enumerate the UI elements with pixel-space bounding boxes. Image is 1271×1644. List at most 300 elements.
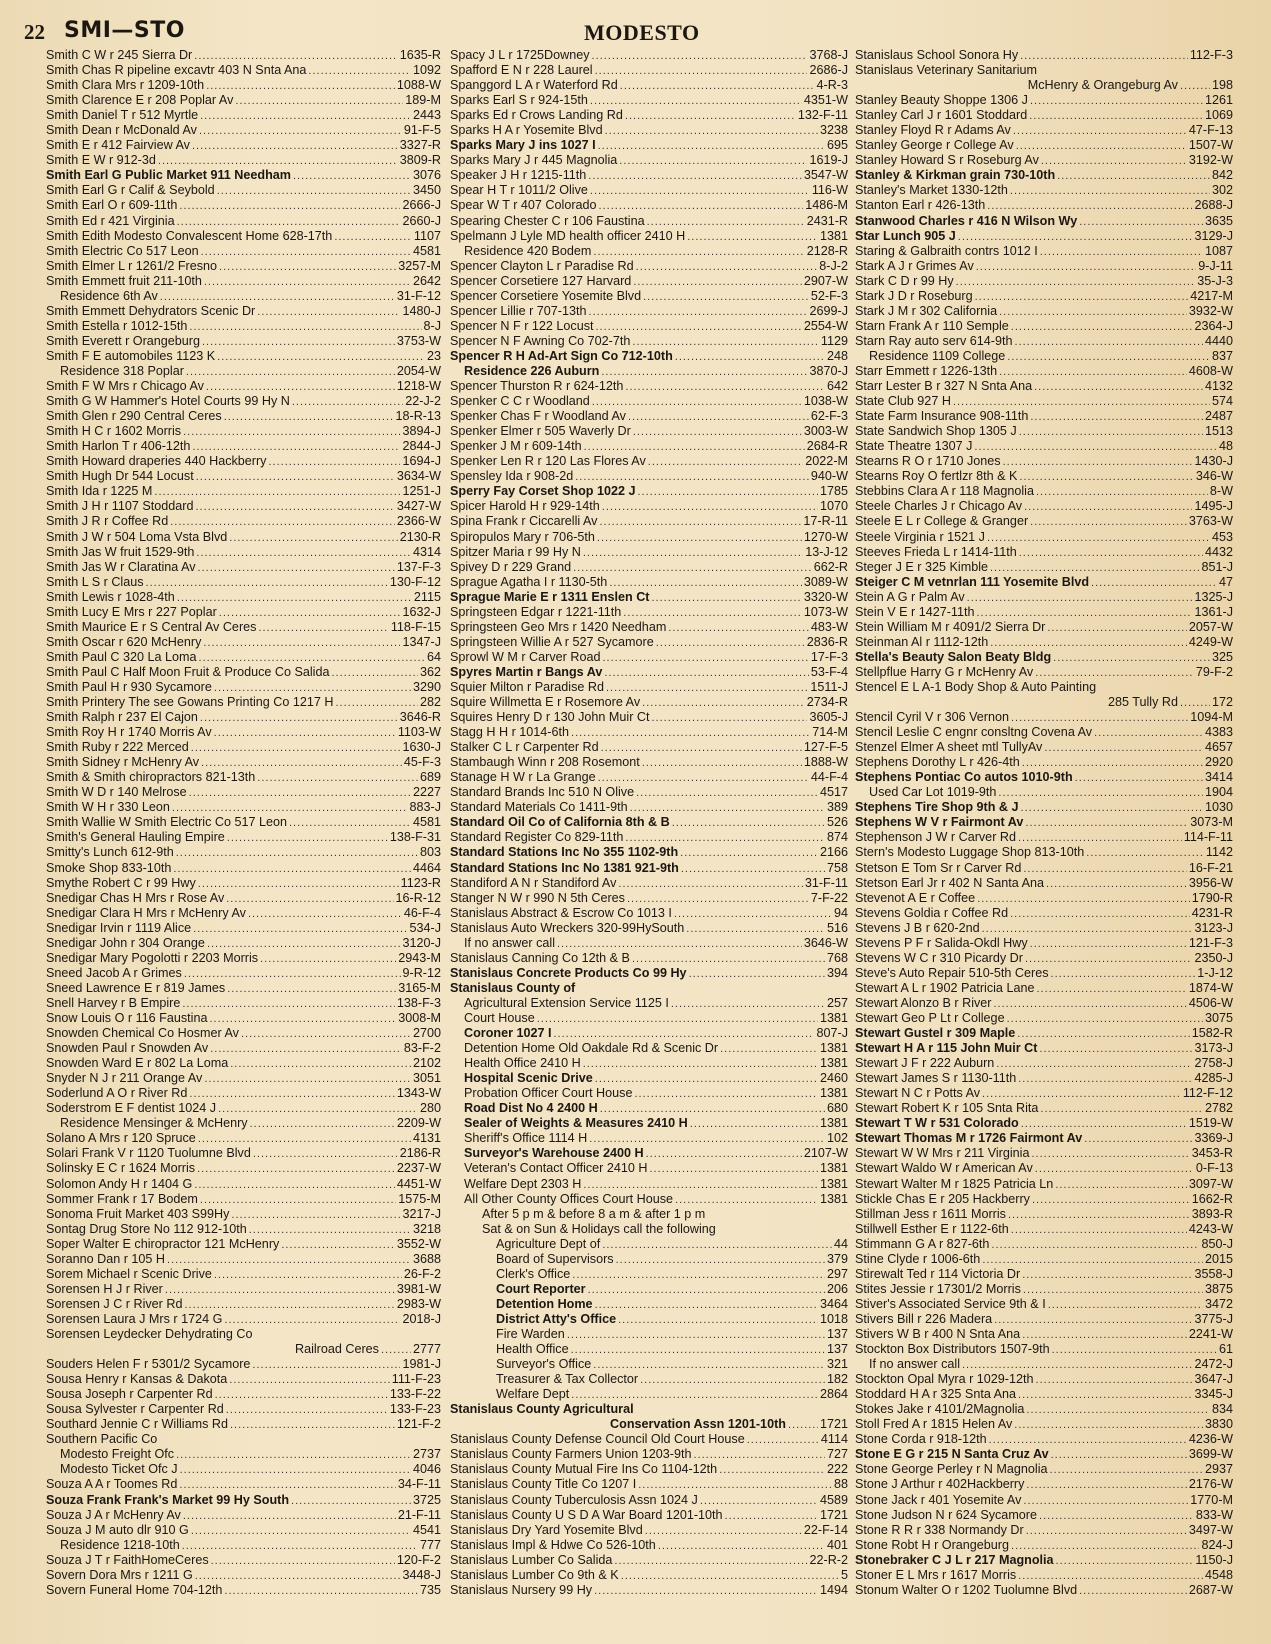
dot-leader — [1011, 1223, 1187, 1237]
listing-phone-number: 680 — [826, 1101, 848, 1116]
listing-phone-number: 44-F-4 — [810, 770, 848, 785]
listing-name: Spencer Corsetiere 127 Harvard — [450, 273, 632, 288]
listing-phone-number: 1107 — [413, 228, 441, 243]
listing-entry — [855, 1086, 1233, 1101]
listing-phone-number: 114-F-11 — [1183, 830, 1233, 845]
dot-leader — [224, 410, 394, 424]
dot-leader — [198, 1132, 411, 1146]
listing-phone-number: 2130-R — [399, 529, 441, 544]
dot-leader — [996, 1057, 1192, 1071]
listing-name: Snedigar Clara H Mrs r McHenry Av — [46, 905, 246, 920]
listing-name: Smith Paul C 320 La Loma — [46, 649, 197, 664]
listing-name: Stanley Howard S r Roseburg Av — [855, 153, 1039, 168]
listing-name: Court Reporter — [496, 1281, 586, 1296]
listing-phone-number: 111-F-23 — [391, 1372, 441, 1387]
listing-name: Treasurer & Tax Collector — [496, 1372, 639, 1387]
listing-entry — [855, 966, 1233, 981]
listing-phone-number: 8-J-2 — [819, 258, 848, 273]
listing-phone-number: 1018 — [819, 1311, 848, 1326]
listing-phone-number: 31-F-11 — [804, 875, 848, 890]
listing-name: Spanggord L A r Waterford Rd — [450, 78, 618, 93]
listing-phone-number: 834 — [1211, 1402, 1233, 1417]
dot-leader — [647, 215, 805, 229]
listing-phone-number: 1874-W — [1188, 980, 1233, 995]
listing-entry — [46, 710, 441, 725]
listing-name: Sorensen Laura J Mrs r 1724 G — [46, 1311, 223, 1326]
listing-entry — [855, 1101, 1233, 1116]
listing-entry — [450, 304, 848, 319]
listing-entry — [450, 891, 848, 906]
dot-leader — [172, 801, 408, 815]
listing-name: Stone Robt H r Orangeburg — [855, 1537, 1010, 1552]
listing-phone-number: 2937 — [1204, 1462, 1233, 1477]
dot-leader — [1003, 455, 1193, 469]
listing-phone-number: 3448-J — [402, 1567, 441, 1582]
dot-leader — [590, 184, 810, 198]
listing-phone-number: 642 — [826, 379, 848, 394]
dot-leader — [1026, 1524, 1187, 1538]
listing-name: Board of Supervisors — [496, 1251, 614, 1266]
dot-leader — [1040, 245, 1203, 259]
listing-entry — [855, 319, 1233, 334]
listing-name: Spenker C C r Woodland — [450, 394, 590, 409]
listing-entry — [855, 830, 1233, 845]
listing-entry — [46, 635, 441, 650]
listing-name: Spina Frank r Ciccarelli Av — [450, 514, 598, 529]
dot-leader — [182, 1539, 418, 1553]
dot-leader — [195, 1569, 401, 1583]
listing-phone-number: 2844-J — [402, 439, 441, 454]
listing-entry — [450, 695, 848, 710]
listing-name: Snowden Ward E r 802 La Loma — [46, 1056, 229, 1071]
listing-name: Standard Brands Inc 510 N Olive — [450, 785, 635, 800]
listing-phone-number: 3699-W — [1188, 1447, 1233, 1462]
listing-entry — [855, 1357, 1233, 1372]
listing-entry — [855, 229, 1233, 244]
listing-name: Steve's Auto Repair 510-5th Ceres — [855, 965, 1049, 980]
listing-entry — [855, 1327, 1233, 1342]
dot-leader — [719, 1463, 825, 1477]
listing-entry — [450, 1553, 848, 1568]
listing-entry — [855, 1432, 1233, 1447]
listing-entry — [450, 214, 848, 229]
listing-phone-number: 23 — [426, 348, 441, 363]
dot-leader — [633, 275, 802, 289]
listing-name: Stiver's Associated Service 9th & I — [855, 1296, 1046, 1311]
listing-entry — [855, 1523, 1233, 1538]
listing-entry — [450, 78, 848, 93]
listing-entry — [46, 1432, 441, 1447]
listing-phone-number: 2920 — [1204, 755, 1233, 770]
listing-name: Modesto Freight Ofc — [60, 1447, 175, 1462]
listing-name: Stalker C L r Carpenter Rd — [450, 740, 599, 755]
listing-name: Stellpflue Harry G r McHenry Av — [855, 664, 1034, 679]
listing-phone-number: 2057-W — [1188, 619, 1233, 634]
listing-name: Stein A G r Palm Av — [855, 589, 965, 604]
listing-entry — [46, 1583, 441, 1598]
listing-entry — [855, 1312, 1233, 1327]
dot-leader — [999, 305, 1187, 319]
listing-entry — [450, 469, 848, 484]
dot-leader — [999, 365, 1187, 379]
listing-entry — [46, 214, 441, 229]
listing-entry — [46, 289, 441, 304]
listing-name: Residence 1218-10th — [60, 1537, 180, 1552]
listing-phone-number: 4236-W — [1188, 1432, 1233, 1447]
listing-phone-number: 1142 — [1205, 845, 1233, 860]
dot-leader — [1023, 862, 1187, 876]
listing-name: Springsteen Geo Mrs r 1420 Needham — [450, 619, 667, 634]
listing-name: Stanislaus County Farmers Union 1203-9th — [450, 1447, 692, 1462]
dot-leader — [589, 305, 808, 319]
listing-phone-number: 4589 — [819, 1492, 848, 1507]
listing-entry — [855, 334, 1233, 349]
dot-leader — [656, 636, 805, 650]
listing-entry — [46, 725, 441, 740]
listing-entry — [450, 650, 848, 665]
listing-name: Smith Jas W r Claratina Av — [46, 559, 196, 574]
listing-entry — [46, 815, 441, 830]
dot-leader — [956, 275, 1196, 289]
dot-leader — [184, 967, 401, 981]
listing-entry — [855, 800, 1233, 815]
dot-leader — [1018, 1569, 1203, 1583]
listing-name: Snow Louis O r 116 Faustina — [46, 1011, 208, 1025]
listing-phone-number: 133-F-23 — [389, 1402, 441, 1417]
dot-leader — [646, 1147, 802, 1161]
listing-name: Steinman Al r 1112-12th — [855, 634, 989, 649]
dot-leader — [690, 1117, 818, 1131]
listing-name: Smith Wallie W Smith Electric Co 517 Leon — [46, 815, 287, 830]
listing-name: Sprague Agatha I r 1130-5th — [450, 574, 608, 589]
listing-name: Springsteen Edgar r 1221-11th — [450, 604, 622, 619]
listing-phone-number: 1486-M — [805, 198, 848, 213]
listing-entry — [450, 1267, 848, 1282]
dot-leader — [967, 591, 1193, 605]
dot-leader — [218, 1102, 418, 1116]
listing-name: Residence Mensinger & McHenry — [60, 1116, 248, 1131]
listing-name: Stockton Opal Myra r 1029-12th — [855, 1372, 1034, 1387]
listing-name: District Atty's Office — [496, 1311, 617, 1326]
dot-leader — [229, 1373, 389, 1387]
listing-entry — [46, 1447, 441, 1462]
listing-name: Stagg H H r 1014-6th — [450, 725, 570, 740]
dot-leader — [231, 1208, 400, 1222]
listing-phone-number: 1092 — [412, 63, 441, 78]
listing-name: Residence 1109 College — [869, 348, 1006, 363]
listing-name: Stivers Bill r 226 Madera — [855, 1311, 993, 1326]
listing-entry — [855, 996, 1233, 1011]
listing-name: Smith F W Mrs r Chicago Av — [46, 379, 204, 394]
listing-name: Court House — [464, 1011, 535, 1025]
listing-phone-number: 1662-R — [1191, 1191, 1233, 1206]
listing-entry — [855, 63, 1233, 78]
listing-name: Railroad Ceres — [294, 1342, 379, 1357]
listing-name: Stetson E Tom Sr r Carver Rd — [855, 860, 1022, 875]
dot-leader — [627, 892, 809, 906]
listing-phone-number: 118-F-15 — [390, 619, 441, 634]
listing-entry — [855, 845, 1233, 860]
dot-leader — [183, 425, 400, 439]
listing-name: Stevens W C r 310 Picardy Dr — [855, 950, 1023, 965]
listing-entry — [450, 906, 848, 921]
listing-phone-number: 1261 — [1204, 93, 1233, 108]
listing-entry — [855, 183, 1233, 198]
listing-name: Spenker Len R r 120 Las Flores Av — [450, 454, 646, 469]
listing-entry — [46, 364, 441, 379]
dot-leader — [227, 831, 388, 845]
listing-phone-number: 837 — [1211, 348, 1233, 363]
listing-column-2 — [450, 48, 848, 1598]
listing-name: Sorensen H J r River — [46, 1281, 163, 1296]
listing-entry — [855, 545, 1233, 560]
dot-leader — [1029, 109, 1203, 123]
listing-phone-number: 3238 — [819, 123, 848, 138]
listing-phone-number: 3870-J — [809, 363, 848, 378]
listing-entry — [855, 484, 1233, 499]
listing-phone-number: 2700 — [412, 1026, 441, 1041]
listing-phone-number: 3497-W — [1188, 1522, 1233, 1537]
listing-phone-number: 2699-J — [809, 303, 848, 318]
listing-phone-number: 18-R-13 — [395, 409, 441, 424]
listing-phone-number: 3464 — [819, 1296, 848, 1311]
dot-leader — [609, 576, 802, 590]
listing-entry — [450, 1432, 848, 1447]
listing-name: Stevenot A E r Coffee — [855, 890, 976, 905]
listing-phone-number: 1513 — [1204, 424, 1233, 439]
listing-phone-number: 189-M — [405, 93, 441, 108]
listing-name: Spencer Corsetiere Yosemite Blvd — [450, 288, 642, 303]
dot-leader — [990, 636, 1187, 650]
listing-entry — [450, 1086, 848, 1101]
listing-name: Spivey D r 229 Grand — [450, 559, 572, 574]
dot-leader — [583, 546, 803, 560]
dot-leader — [214, 681, 411, 695]
listing-phone-number: 121-F-3 — [1188, 935, 1233, 950]
listing-phone-number: 172 — [1211, 695, 1233, 710]
dot-leader — [1025, 952, 1193, 966]
listing-name: Smith Lucy E Mrs r 227 Poplar — [46, 604, 217, 619]
listing-column-3 — [855, 48, 1233, 1598]
listing-name: Stanislaus Concrete Products Co 99 Hy — [450, 965, 687, 980]
listing-phone-number: 1381 — [819, 228, 848, 243]
listing-name: Starr Lester B r 327 N Snta Ana — [855, 379, 1033, 394]
listing-name: Smith Daniel T r 512 Myrtle — [46, 108, 199, 123]
listing-entry — [450, 1342, 848, 1357]
listing-name: Souza Frank Frank's Market 99 Hy South — [46, 1492, 290, 1507]
dot-leader — [214, 1268, 402, 1282]
listing-name: Coroner 1027 I — [464, 1026, 552, 1041]
listing-phone-number: 2688-J — [1194, 198, 1233, 213]
dot-leader — [1075, 771, 1203, 785]
listing-phone-number: 534-J — [409, 920, 441, 935]
listing-name: Snyder N J r 211 Orange Av — [46, 1071, 203, 1086]
listing-name: Stewart Waldo W r American Av — [855, 1161, 1033, 1176]
dot-leader — [606, 681, 808, 695]
page-city: MODESTO — [584, 20, 700, 45]
listing-phone-number: 3345-J — [1194, 1387, 1233, 1402]
listing-phone-number: 22-F-14 — [803, 1522, 848, 1537]
dot-leader — [1018, 1388, 1192, 1402]
listing-entry — [450, 1462, 848, 1477]
listing-name: Spicer Harold H r 929-14th — [450, 499, 600, 514]
listing-entry — [46, 1372, 441, 1387]
dot-leader — [592, 395, 802, 409]
listing-entry — [450, 1207, 848, 1222]
listing-phone-number: 2777 — [412, 1342, 441, 1357]
listing-entry — [46, 590, 441, 605]
listing-phone-number: 483-W — [810, 619, 848, 634]
listing-entry — [855, 906, 1233, 921]
listing-name: Stone Corda r 918-12th — [855, 1432, 987, 1447]
listing-name: Spenker Elmer r 505 Waverly Dr — [450, 424, 631, 439]
listing-name: Stone J Arthur r 402Hackberry — [855, 1477, 1025, 1492]
listing-phone-number: 2472-J — [1194, 1357, 1233, 1372]
listing-name: Sorensen Leydecker Dehydrating Co — [46, 1326, 253, 1341]
listing-entry — [855, 605, 1233, 620]
listing-name: Smith J W r 504 Loma Vsta Blvd — [46, 529, 228, 544]
listing-name: Stewart James S r 1130-11th — [855, 1071, 1017, 1086]
listing-phone-number: 16-F-21 — [1188, 860, 1233, 875]
listing-entry — [46, 560, 441, 575]
listing-phone-number: 1088-W — [396, 78, 441, 93]
listing-entry — [450, 830, 848, 845]
listing-name: Souza A A r Toomes Rd — [46, 1477, 178, 1492]
listing-name: Hospital Scenic Drive — [464, 1071, 593, 1086]
listing-entry — [450, 981, 848, 996]
listing-phone-number: 3956-W — [1188, 875, 1233, 890]
listing-phone-number: 727 — [826, 1447, 848, 1462]
listing-entry — [450, 63, 848, 78]
listing-entry — [46, 1146, 441, 1161]
dot-leader — [201, 756, 402, 770]
listing-name: Stephens W V r Fairmont Av — [855, 815, 1024, 830]
listing-name: Stoll Fred A r 1815 Helen Av — [855, 1417, 1013, 1432]
listing-entry — [855, 1568, 1233, 1583]
listing-entry — [46, 349, 441, 364]
page-number: 22 — [24, 20, 45, 44]
listing-name: Spenker J M r 609-14th — [450, 439, 582, 454]
listing-phone-number: 138-F-31 — [389, 830, 441, 845]
listing-name: Spear W T r 407 Colorado — [450, 198, 597, 213]
listing-phone-number: 2350-J — [1194, 950, 1233, 965]
listing-phone-number: 2782 — [1204, 1101, 1233, 1116]
dot-leader — [381, 1343, 411, 1357]
listing-entry — [855, 635, 1233, 650]
dot-leader — [625, 109, 796, 123]
listing-phone-number: 4046 — [412, 1462, 441, 1477]
listing-name: Smith E r 412 Fairview Av — [46, 138, 190, 153]
dot-leader — [977, 892, 1190, 906]
dot-leader — [614, 1554, 807, 1568]
dot-leader — [1039, 1042, 1192, 1056]
listing-phone-number: 35-J-3 — [1197, 273, 1233, 288]
listing-name: Sneed Lawrence E r 819 James — [46, 980, 226, 995]
listing-name: Steele E L r College & Granger — [855, 514, 1029, 529]
listing-entry — [46, 770, 441, 785]
listing-phone-number: 17-F-3 — [810, 649, 848, 664]
dot-leader — [1057, 169, 1210, 183]
listing-phone-number: 62-F-3 — [810, 409, 848, 424]
listing-phone-number: 3327-R — [399, 138, 441, 153]
listing-phone-number: 16-R-12 — [395, 890, 441, 905]
listing-entry — [450, 364, 848, 379]
listing-phone-number: 1632-J — [402, 604, 441, 619]
listing-phone-number: 257 — [826, 995, 848, 1010]
listing-name: Snedigar Chas H Mrs r Rose Av — [46, 890, 225, 905]
listing-name: Spelmann J Lyle MD health officer 2410 H — [450, 228, 686, 243]
listing-entry — [46, 1131, 441, 1146]
listing-entry — [450, 1131, 848, 1146]
listing-phone-number: 5 — [840, 1567, 848, 1582]
dot-leader — [592, 49, 808, 63]
listing-entry — [855, 1146, 1233, 1161]
listing-entry — [855, 93, 1233, 108]
listing-phone-number: 8-J — [423, 318, 441, 333]
dot-leader — [177, 215, 401, 229]
listing-entry — [450, 740, 848, 755]
listing-entry — [855, 1387, 1233, 1402]
listing-phone-number: 4383 — [1204, 725, 1233, 740]
dot-leader — [571, 1343, 825, 1357]
dot-leader — [217, 350, 425, 364]
listing-entry — [855, 409, 1233, 424]
dot-leader — [179, 199, 400, 213]
listing-phone-number: 3547-W — [803, 168, 848, 183]
dot-leader — [186, 365, 395, 379]
listing-entry — [855, 1402, 1233, 1417]
listing-entry — [46, 108, 441, 123]
listing-phone-number: 112-F-12 — [1182, 1086, 1233, 1101]
dot-leader — [645, 1524, 802, 1538]
listing-entry — [450, 514, 848, 529]
listing-phone-number: 1694-J — [402, 454, 441, 469]
dot-leader — [1050, 1463, 1203, 1477]
listing-name: Sprague Marie E r 1311 Enslen Ct — [450, 589, 650, 604]
listing-entry — [855, 349, 1233, 364]
listing-entry — [46, 620, 441, 635]
listing-entry — [46, 1477, 441, 1492]
listing-name: Modesto Ticket Ofc J — [60, 1462, 178, 1477]
listing-phone-number: 2983-W — [396, 1296, 441, 1311]
listing-entry — [46, 1237, 441, 1252]
listing-entry — [855, 78, 1233, 93]
listing-entry — [450, 1146, 848, 1161]
listing-name: Road Dist No 4 2400 H — [464, 1101, 598, 1116]
dot-leader — [334, 230, 412, 244]
listing-name: Starn Frank A r 110 Semple — [855, 318, 1009, 333]
dot-leader — [1019, 470, 1194, 484]
listing-name: Stark J D r Roseburg — [855, 288, 973, 303]
listing-phone-number: 1785 — [819, 484, 848, 499]
listing-name: If no answer call — [464, 935, 555, 950]
dot-leader — [600, 1102, 825, 1116]
dot-leader — [571, 1388, 818, 1402]
listing-name: Smith Emmett fruit 211-10th — [46, 273, 202, 288]
listing-entry — [855, 1583, 1233, 1598]
listing-phone-number: 132-F-11 — [797, 108, 848, 123]
dot-leader — [1023, 1283, 1203, 1297]
listing-name: Stone George Perley r N Magnolia — [855, 1462, 1048, 1477]
listing-name: Sheriff's Office 1114 H — [464, 1131, 588, 1146]
listing-name: Smith Ralph r 237 El Cajon — [46, 710, 198, 725]
listing-name: Sparks Earl S r 924-15th — [450, 93, 588, 108]
listing-name: McHenry & Orangeburg Av — [1027, 78, 1178, 93]
listing-phone-number: 2364-J — [1194, 318, 1233, 333]
listing-phone-number: 1251-J — [402, 484, 441, 499]
dot-leader — [720, 1042, 818, 1056]
listing-name: Conservation Assn 1201-10th — [610, 1417, 786, 1432]
